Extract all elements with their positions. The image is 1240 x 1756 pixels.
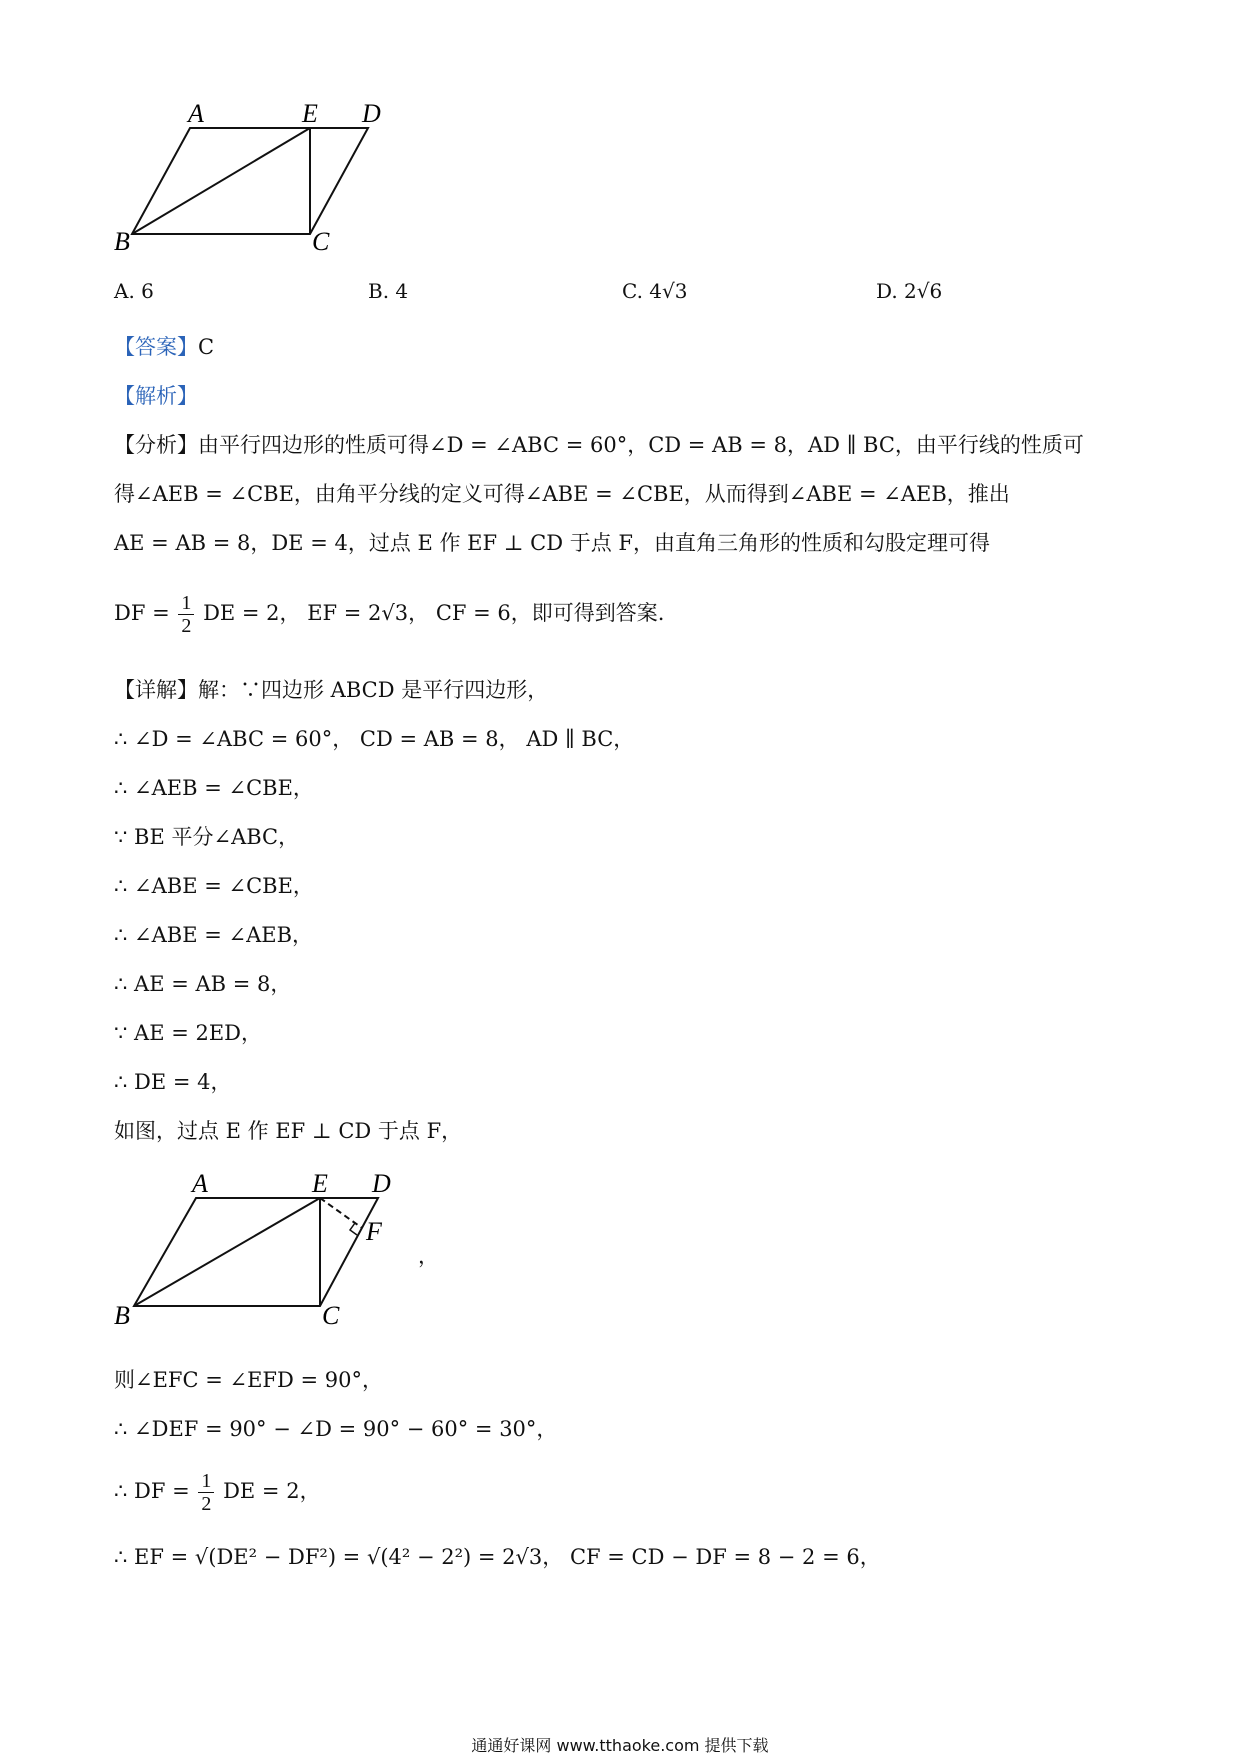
parallelogram-abcd-1 bbox=[132, 128, 368, 234]
option-b: B. 4 bbox=[368, 279, 409, 303]
page-footer: 通通好课网 www.tthaoke.com 提供下载 bbox=[471, 1736, 769, 1755]
option-d: D. 2√6 bbox=[876, 279, 943, 303]
label-e-1: E bbox=[302, 99, 318, 128]
label-a-2: A bbox=[192, 1169, 208, 1198]
answer-tag: 【答案】 bbox=[114, 335, 198, 359]
label-d-1: D bbox=[362, 99, 381, 128]
parallelogram-figure-2 bbox=[100, 1160, 420, 1340]
solution-line-1: 【详解】解：∵四边形 ABCD 是平行四边形， bbox=[114, 678, 549, 702]
figure2-trailing-comma: ， bbox=[418, 1244, 439, 1268]
solution-line-3: ∴ ∠AEB = ∠CBE， bbox=[114, 776, 314, 800]
answer-line bbox=[114, 332, 214, 362]
label-b-1: B bbox=[114, 227, 130, 256]
df-line bbox=[114, 1470, 321, 1515]
solution-line-4: ∵ BE 平分∠ABC， bbox=[114, 825, 300, 849]
label-a-1: A bbox=[188, 99, 204, 128]
label-e-2: E bbox=[312, 1169, 328, 1198]
label-d-2: D bbox=[372, 1169, 391, 1198]
segment-ef-dashed bbox=[320, 1198, 362, 1228]
segment-be-1 bbox=[132, 128, 310, 234]
segment-be-2 bbox=[134, 1198, 320, 1306]
solution-line-5: ∴ ∠ABE = ∠CBE， bbox=[114, 874, 314, 898]
solution-line-10: 如图，过点 E 作 EF ⊥ CD 于点 F， bbox=[114, 1119, 463, 1143]
df-line-post: DE = 2， bbox=[223, 1479, 321, 1503]
fraction-denominator: 2 bbox=[181, 615, 192, 637]
label-b-2: B bbox=[114, 1301, 130, 1330]
label-c-2: C bbox=[322, 1301, 340, 1330]
solution-line-7: ∴ AE = AB = 8， bbox=[114, 972, 292, 996]
solution-line-8: ∵ AE = 2ED， bbox=[114, 1021, 263, 1045]
analysis-heading: 【解析】 bbox=[114, 384, 198, 408]
analysis-line-1: 【分析】由平行四边形的性质可得∠D = ∠ABC = 60°，CD = AB = 8，AD ∥ BC，由平行线的性质可 bbox=[114, 433, 1084, 457]
analysis-line-4-pre: DF = bbox=[114, 601, 170, 625]
analysis-line-4-post: DE = 2， EF = 2√3， CF = 6，即可得到答案. bbox=[203, 601, 665, 625]
analysis-line-2: 得∠AEB = ∠CBE，由角平分线的定义可得∠ABE = ∠CBE，从而得到∠ABE = ∠AEB，推出 bbox=[114, 482, 1010, 506]
after-line-1: 则∠EFC = ∠EFD = 90°， bbox=[114, 1368, 384, 1392]
solution-line-2: ∴ ∠D = ∠ABC = 60°， CD = AB = 8， AD ∥ BC， bbox=[114, 727, 635, 751]
label-f-2: F bbox=[366, 1217, 382, 1246]
option-a: A. 6 bbox=[114, 279, 154, 303]
solution-line-6: ∴ ∠ABE = ∠AEB， bbox=[114, 923, 314, 947]
option-c: C. 4√3 bbox=[622, 279, 688, 303]
after-line-2: ∴ ∠DEF = 90° − ∠D = 90° − 60° = 30°， bbox=[114, 1417, 558, 1441]
analysis-line-3: AE = AB = 8，DE = 4，过点 E 作 EF ⊥ CD 于点 F，由直角三角形的性质和勾股定理可得 bbox=[114, 531, 990, 555]
fraction-half-1 bbox=[178, 592, 194, 637]
solution-line-9: ∴ DE = 4， bbox=[114, 1070, 232, 1094]
label-c-1: C bbox=[312, 227, 330, 256]
fraction-half-2 bbox=[198, 1470, 214, 1515]
parallelogram-abcd-2 bbox=[134, 1198, 378, 1306]
analysis-line-4 bbox=[114, 592, 664, 637]
df-line-pre: ∴ DF = bbox=[114, 1479, 190, 1503]
fraction-numerator: 1 bbox=[198, 1470, 214, 1493]
answer-value: C bbox=[198, 335, 215, 359]
parallelogram-figure-1 bbox=[100, 90, 420, 260]
fraction-denominator: 2 bbox=[201, 1493, 212, 1515]
ef-line: ∴ EF = √(DE² − DF²) = √(4² − 2²) = 2√3， CF = CD − DF = 8 − 2 = 6， bbox=[114, 1545, 881, 1569]
fraction-numerator: 1 bbox=[178, 592, 194, 615]
